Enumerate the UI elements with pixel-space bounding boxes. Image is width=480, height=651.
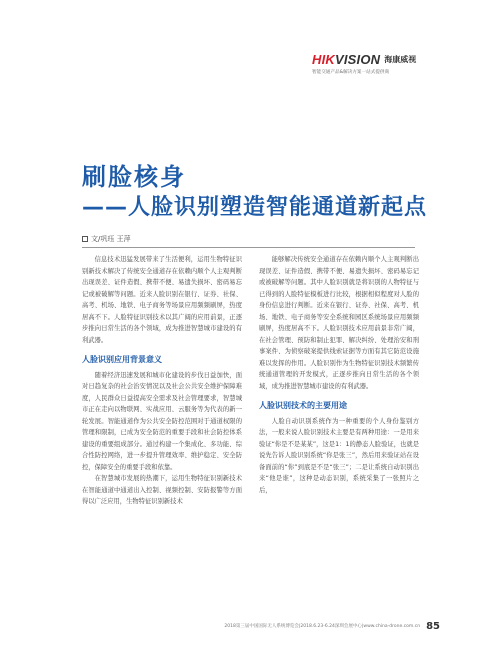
section-heading-uses: 人脸识别技术的主要用途 xyxy=(259,401,347,410)
logo-brand xyxy=(312,52,380,67)
hikvision-logo xyxy=(312,52,462,82)
logo-brand-dark: VISION xyxy=(335,52,381,67)
logo-wordmark xyxy=(312,52,462,67)
section-heading-background: 人脸识别应用背景意义 xyxy=(82,355,162,364)
body-paragraph: 在智慧城市发展的热潮下，运用生物特征识别新技术在智能通道中通道出入控制、视频控制、安防报警等方面得以广泛应用，生物特征识别新技术 xyxy=(82,475,242,505)
title-divider xyxy=(82,247,415,248)
right-column xyxy=(259,254,419,496)
byline-authors: 文/巩珏 王萍 xyxy=(91,235,131,243)
article-subtitle: ——人脸识别塑造智能通道新起点 xyxy=(82,195,428,220)
logo-brand-red: HIK xyxy=(312,52,335,67)
body-paragraph: 人脸自动识别系统作为一种重要的个人身份鉴别方法，一般来说人脸识别技术主要是有两种用途：一是用来验证“你是不是某某”，这是1：1的静态人脸验证，也就是说先告诉人脸识别系统“你是张三”，然后用来验证站在设备面前的“你”到底是不是“张三”；二是让系统自动识别出来“他是谁”，这种是动态识别，系统采集了一张照片之后， xyxy=(259,417,419,494)
left-column xyxy=(82,254,242,508)
intro-paragraph: 信息技术迅猛发展带来了生活便利，运用生物特征识别新技术解决了传统安全通道存在依赖内顺个人主观判断出现误差、证件造假、携带不便、易遗失损坏、密码易忘记或被破解等问题。近来人脸识别在银行、证券、社保、高考、机场、地铁、电子商务等场景应用频频刷屏，热度居高不下。人脸特征识别技术以其广阔的应用前景，正逐步推向日常生活的各个领域，成为推进智慧城市建设的有利武器。 xyxy=(82,256,242,344)
body-paragraph-continued: 能够解决传统安全通道存在依赖内顺个人主观判断出现误差、证件造假、携带不便、易遗失损坏、密码易忘记或被破解等问题。其中人脸识别就是将识别的人物特征与已得到的人脸特征模板进行比较，根据相似程度对人脸的身份信息进行判断。近来在银行、证券、社保、高考、机场、地铁、电子商务等安全系统和园区系统场景应用频频刷屏，热度居高不下。人脸识别技术应用前景非常广阔，在社会管理、预防和制止犯罪、解决纠纷、处理治安和刑事案件、为侦察破案提供线索证据等方面有其它防范设施难以发挥的作用。人脸识别作为生物特征识别技术频繁传统通道管理的开发模式，正逐步推向日常生活的各个领域，成为推进智慧城市建设的有利武器。 xyxy=(259,256,419,390)
page-number: 85 xyxy=(426,620,440,632)
footer-info: 2018第三届中国国际无人系统博览会|2018.6.23-6.24深圳会展中心|www.china-drone.com.cn xyxy=(224,624,421,629)
logo-brand-cn: 海康威视 xyxy=(384,55,417,64)
page-footer xyxy=(200,619,440,633)
logo-tagline: 智能交通产品&解决方案一站式提供商 xyxy=(312,70,390,75)
square-bullet-icon xyxy=(82,236,88,242)
article-title: 刷脸核身 xyxy=(82,163,186,191)
byline xyxy=(82,234,131,244)
body-paragraph: 随着经济迅速发展和城市化建设的步伐日益加快，面对日趋复杂的社会治安情况以及社会公共安全维护保障难度，人民群众日益提高安全需求及社会管理要求，智慧城市正在走向以物联网、实战应用、云服务等为代表的新一轮发展。智能通道作为公共安全防控范围对于通道权限的管理和限制，已成为安全防范的重要手段和社会防控体系建设的重要组成部分。通过构建一个集成化、多功能、综合性防控网络，进一步提升管理效率、维护稳定、安全防控，保障安全的重要手段和依靠。 xyxy=(82,371,242,471)
